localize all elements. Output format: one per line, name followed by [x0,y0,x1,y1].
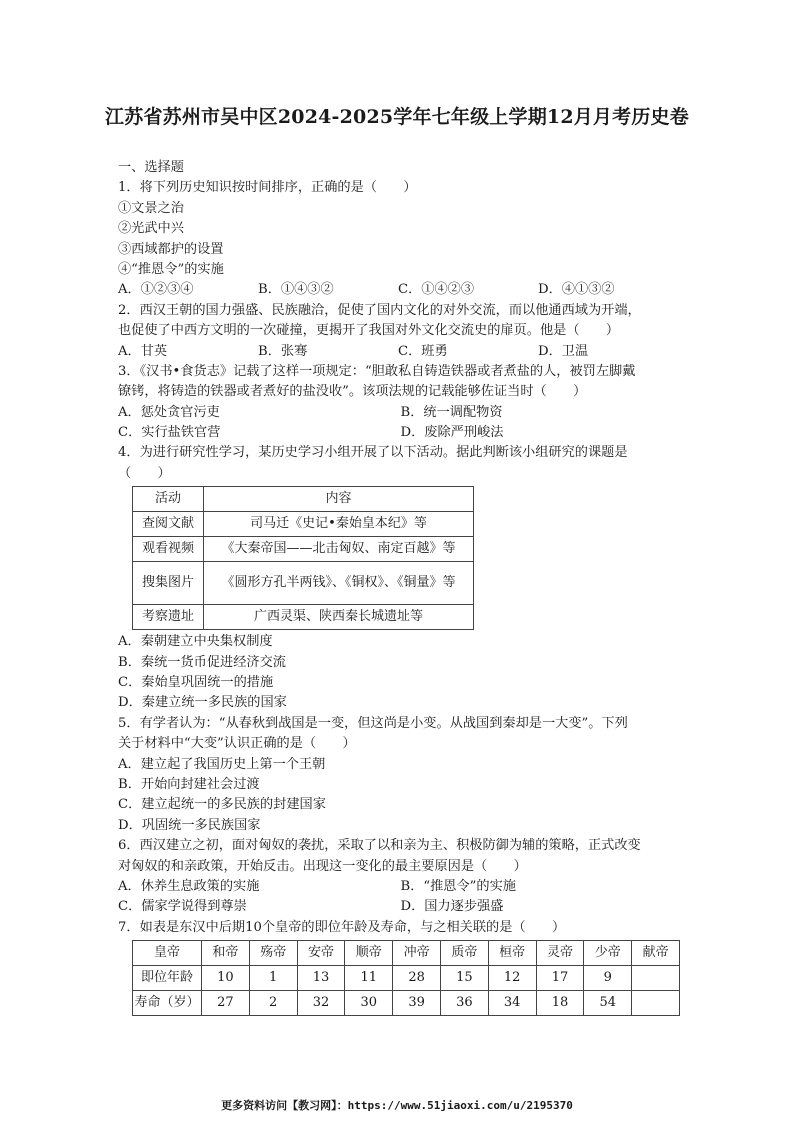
table-row [133,537,474,562]
lifespan-cell: 27 [202,991,250,1016]
q1-option-c[interactable]: C．①④②③ [398,282,475,298]
table-header-cell: 内容 [204,487,474,512]
q6-stem-line1: 6．西汉建立之初，面对匈奴的袭扰，采取了以和亲为主、积极防御为辅的策略，正式改变 [118,838,641,854]
q5-option-b[interactable]: B．开始向封建社会过渡 [118,776,260,792]
q4-option-b[interactable]: B．秦统一货币促进经济交流 [118,654,286,670]
lifespan-cell: 32 [297,991,345,1016]
q3-stem-line2: 镣铐，将铸造的铁器或者煮好的盐没收”。该项法规的记载能够佐证当时（ ） [118,384,587,400]
q1-item: ③西域都护的设置 [118,241,224,257]
q3-stem-line1: 3．《汉书•食货志》记载了这样一项规定：“胆敢私自铸造铁器或者煮盐的人，被罚左脚戴 [118,363,636,379]
age-cell [632,966,680,991]
table-row [133,605,474,630]
table-header-row [133,487,474,512]
q1-item: ②光武中兴 [118,221,184,237]
q6-options-row1 [118,877,683,897]
q5-stem-line2: 关于材料中“大变”认识正确的是（ ） [118,736,356,752]
page-title: 江苏省苏州市吴中区2024-2025学年七年级上学期12月月考历史卷 [105,106,689,128]
emperor-cell: 灵帝 [536,941,584,966]
age-cell: 9 [584,966,632,991]
age-cell: 12 [488,966,536,991]
lifespan-cell: 18 [536,991,584,1016]
table-row [133,941,680,966]
q4-option-d[interactable]: D．秦建立统一多民族的国家 [118,695,287,711]
age-cell: 17 [536,966,584,991]
row-header-cell: 皇帝 [133,941,202,966]
q3-option-a[interactable]: A．惩处贪官污吏 [118,404,220,420]
q6-options-row2 [118,897,683,917]
emperor-cell: 殇帝 [249,941,297,966]
q4-stem-line1: 4．为进行研究性学习，某历史学习小组开展了以下活动。据此判断该小组研究的课题是 [118,445,628,461]
q1-option-d[interactable]: D．④①③② [538,282,615,298]
q1-item: ①文景之治 [118,200,184,216]
table-row [133,966,680,991]
table-row [133,512,474,537]
q1-option-b[interactable]: B．①④③② [258,282,334,298]
lifespan-cell: 30 [345,991,393,1016]
emperor-cell: 顺帝 [345,941,393,966]
q5-option-a[interactable]: A．建立起了我国历史上第一个王朝 [118,756,326,772]
q2-option-c[interactable]: C．班勇 [398,343,448,359]
q7-stem: 7．如表是东汉中后期10个皇帝的即位年龄及寿命，与之相关联的是（ ） [118,919,566,935]
age-cell: 11 [345,966,393,991]
q1-option-a[interactable]: A．①②③④ [118,282,194,298]
q3-option-c[interactable]: C．实行盐铁官营 [118,425,221,441]
footer-link[interactable]: 更多资料访问【教习网】：https://www.51jiaoxi.com/u/2195370 [221,1099,573,1112]
q3-option-b[interactable]: B．统一调配物资 [400,404,503,420]
age-cell: 15 [440,966,488,991]
lifespan-cell [632,991,680,1016]
q1-stem: 1．将下列历史知识按时间排序，正确的是（ ） [118,180,417,196]
q6-option-b[interactable]: B．“推恩令”的实施 [400,878,516,894]
q6-stem-line2: 对匈奴的和亲政策，开始反击。出现这一变化的最主要原因是（ ） [118,858,527,874]
age-cell: 13 [297,966,345,991]
age-cell: 10 [202,966,250,991]
lifespan-cell: 36 [440,991,488,1016]
q2-option-d[interactable]: D．卫温 [538,343,589,359]
row-header-cell: 即位年龄 [133,966,202,991]
q6-option-d[interactable]: D．国力逐步强盛 [400,899,504,915]
q5-option-d[interactable]: D．巩固统一多民族国家 [118,817,261,833]
q2-stem-line1: 2．西汉王朝的国力强盛、民族融洽，促使了国内文化的对外交流，而以他通西域为开端， [118,302,641,318]
emperor-cell: 和帝 [202,941,250,966]
table-cell: 司马迁《史记•秦始皇本纪》等 [204,512,474,537]
age-cell: 1 [249,966,297,991]
q4-option-a[interactable]: A．秦朝建立中央集权制度 [118,634,273,650]
emperor-cell: 安帝 [297,941,345,966]
lifespan-cell: 34 [488,991,536,1016]
q1-item: ④“推恩令”的实施 [118,261,224,277]
table-cell: 广西灵渠、陕西秦长城遗址等 [204,605,474,630]
q7-emperor-table [132,940,680,1016]
q3-options-row1 [118,403,683,423]
q1-options [118,280,683,300]
q4-option-c[interactable]: C．秦始皇巩固统一的措施 [118,675,274,691]
row-header-cell: 寿命（岁） [133,991,202,1016]
q2-options [118,342,683,362]
exam-content [118,158,683,1016]
q2-option-b[interactable]: B．张骞 [258,343,308,359]
table-cell: 考察遗址 [133,605,204,630]
table-header-cell: 活动 [133,487,204,512]
table-cell: 《大秦帝国——北击匈奴、南定百越》等 [204,537,474,562]
table-row [133,562,474,605]
q4-stem-line2: （ ） [118,465,171,481]
table-cell: 搜集图片 [133,562,204,605]
q6-option-a[interactable]: A．休养生息政策的实施 [118,878,260,894]
q2-stem-line2: 也促使了中西方文明的一次碰撞，更揭开了我国对外文化交流史的扉页。他是（ ） [118,323,620,339]
q6-option-c[interactable]: C．儒家学说得到尊崇 [118,899,247,915]
lifespan-cell: 39 [393,991,441,1016]
table-row [133,991,680,1016]
emperor-cell: 冲帝 [393,941,441,966]
emperor-cell: 少帝 [584,941,632,966]
lifespan-cell: 54 [584,991,632,1016]
table-cell: 查阅文献 [133,512,204,537]
emperor-cell: 桓帝 [488,941,536,966]
table-cell: 《圆形方孔半两钱》、《铜权》、《铜量》等 [204,562,474,605]
q5-option-c[interactable]: C．建立起统一的多民族的封建国家 [118,797,326,813]
q3-options-row2 [118,423,683,443]
age-cell: 28 [393,966,441,991]
section-heading: 一、选择题 [118,160,184,175]
q4-activity-table [132,486,474,630]
emperor-cell: 献帝 [632,941,680,966]
q5-stem-line1: 5．有学者认为：“从春秋到战国是一变，但这尚是小变。从战国到秦却是一大变”。下列 [118,715,628,731]
lifespan-cell: 2 [249,991,297,1016]
emperor-cell: 质帝 [440,941,488,966]
q2-option-a[interactable]: A．甘英 [118,343,168,359]
table-cell: 观看视频 [133,537,204,562]
q3-option-d[interactable]: D．废除严刑峻法 [400,425,504,441]
